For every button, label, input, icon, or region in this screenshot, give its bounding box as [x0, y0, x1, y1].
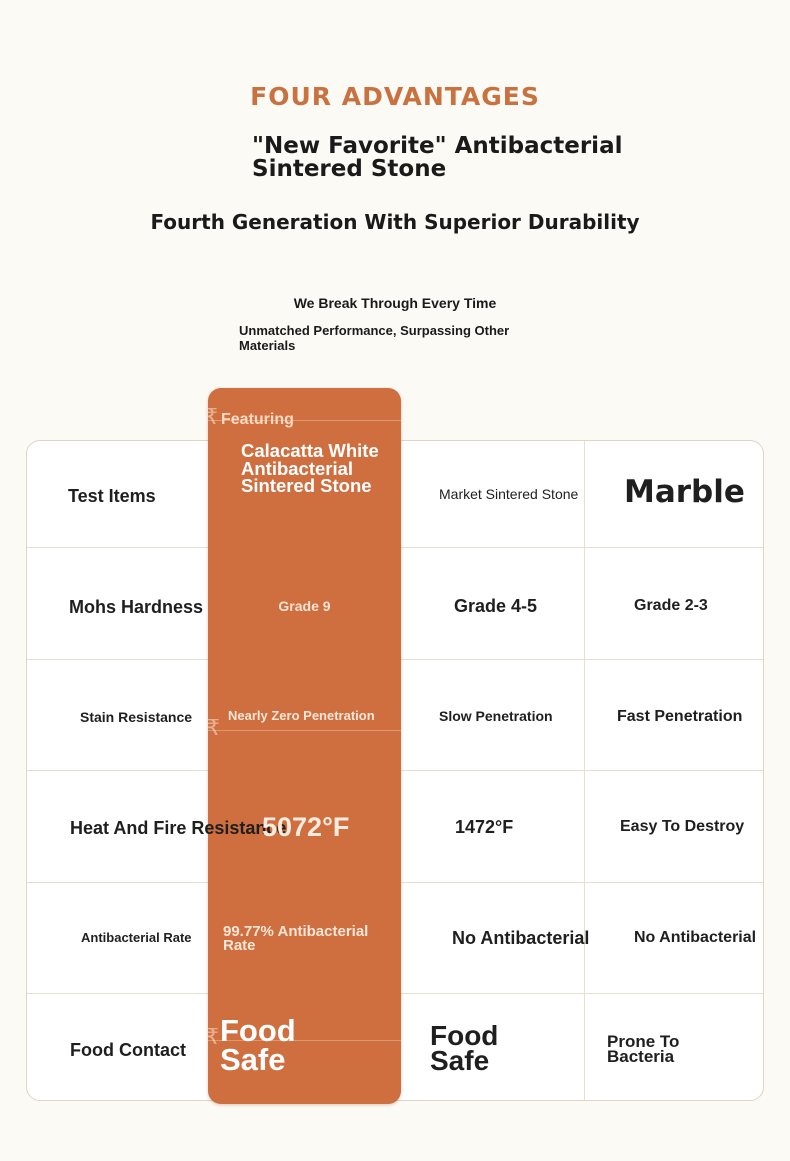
- row-featured-value: Food Safe: [220, 1013, 296, 1077]
- watermark-icon: ₹: [206, 716, 220, 741]
- row-market-value: Grade 4-5: [454, 596, 538, 616]
- page-title: "New Favorite" Antibacterial Sintered Stone: [252, 133, 623, 182]
- row-marble-value: Fast Penetration: [617, 708, 743, 725]
- row-featured-value: 5072°F: [262, 812, 350, 842]
- header-market: Market Sintered Stone: [439, 486, 579, 502]
- row-market-value: No Antibacterial: [452, 928, 590, 948]
- row-item: Stain Resistance: [80, 709, 193, 725]
- row-marble-value: Easy To Destroy: [620, 818, 745, 835]
- row-featured-value: Nearly Zero Penetration: [228, 708, 375, 723]
- header-marble: Marble: [624, 474, 745, 510]
- tagline-primary: We Break Through Every Time: [293, 295, 497, 311]
- row-item: Heat And Fire Resistance: [70, 818, 287, 838]
- header-featured: Calacatta White Antibacterial Sintered Stone: [241, 440, 379, 496]
- row-featured-value: 99.77% Antibacterial Rate: [223, 923, 369, 954]
- row-marble-value: Prone To Bacteria: [607, 1032, 680, 1066]
- section-kicker: FOUR ADVANTAGES: [250, 82, 540, 111]
- watermark-icon: ₹: [205, 1025, 219, 1050]
- row-marble-value: Grade 2-3: [634, 597, 708, 614]
- row-featured-value: Grade 9: [278, 598, 331, 614]
- row-market-value: Food Safe: [430, 1020, 499, 1076]
- tagline-secondary: Unmatched Performance, Surpassing Other Materials: [239, 323, 510, 353]
- row-market-value: Slow Penetration: [439, 708, 553, 724]
- row-marble-value: No Antibacterial: [634, 929, 757, 946]
- featured-column-line: [208, 730, 401, 731]
- page-subtitle: Fourth Generation With Superior Durability: [150, 210, 640, 234]
- featured-label: Featuring: [221, 411, 294, 428]
- column-divider: [584, 441, 585, 1100]
- row-market-value: 1472°F: [455, 817, 514, 837]
- watermark-icon: ₹: [204, 405, 218, 430]
- header-test-items: Test Items: [68, 486, 156, 506]
- row-item: Food Contact: [70, 1040, 186, 1060]
- row-item: Mohs Hardness: [69, 597, 204, 617]
- row-item: Antibacterial Rate: [81, 930, 192, 945]
